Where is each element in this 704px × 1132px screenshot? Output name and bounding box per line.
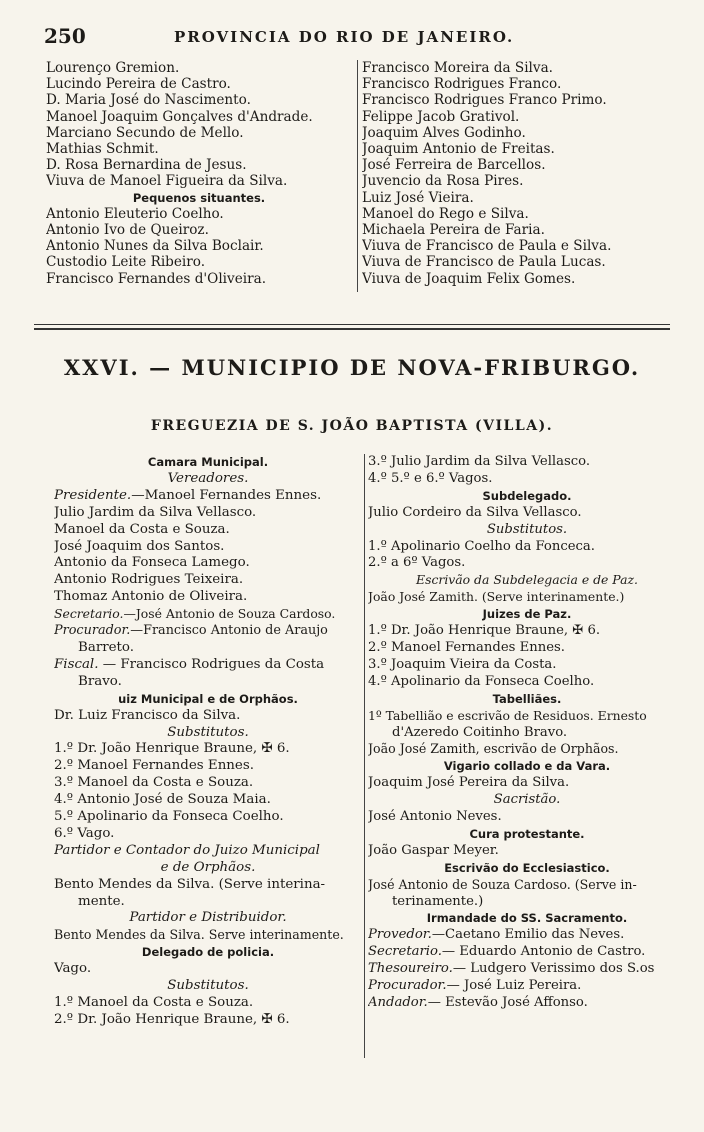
list-item: Francisco Fernandes d'Oliveira. xyxy=(46,270,267,287)
list-item: Joaquim Antonio de Freitas. xyxy=(362,141,555,158)
list-item: Lourenço Gremion. xyxy=(46,60,180,76)
list-item: Thomaz Antonio de Oliveira. xyxy=(54,589,248,605)
juiz-title: uiz Municipal e de Orphãos. xyxy=(118,691,298,706)
list-item: D. Maria José do Nascimento. xyxy=(46,92,251,109)
list-item: 5.º Apolinario da Fonseca Coelho. xyxy=(54,809,284,825)
list-item: Francisco Rodrigues Franco. xyxy=(362,76,562,93)
municipio-title: XXVI. — MUNICIPIO DE NOVA-FRIBURGO. xyxy=(63,355,641,380)
list-item: Antonio Eleuterio Coelho. xyxy=(46,205,224,222)
list-item: Francisco Rodrigues Franco Primo. xyxy=(362,92,607,109)
partidor-title-2: e de Orphãos. xyxy=(160,859,256,875)
list-item: 2.º Manoel Fernandes Ennes. xyxy=(54,758,254,774)
cura-title: Cura protestante. xyxy=(469,826,585,841)
irmandade-role: Secretario. xyxy=(368,944,442,960)
camara-title: Camara Municipal. xyxy=(147,455,269,469)
irmandade-name: — Eduardo Antonio de Castro. xyxy=(441,944,646,960)
list-item: Antonio Rodrigues Teixeira. xyxy=(54,572,244,588)
section-title-pequenos-situantes: Pequenos situantes. xyxy=(132,190,266,205)
list-item: 1.º Manoel da Costa e Souza. xyxy=(54,995,254,1010)
list-item: Luiz José Vieira. xyxy=(362,189,474,206)
presidente-line xyxy=(54,488,362,505)
list-item: 6.º Vago. xyxy=(54,825,115,841)
juiz-name: Dr. Luiz Francisco da Silva. xyxy=(54,707,241,723)
list-item: Francisco Moreira da Silva. xyxy=(362,60,554,76)
list-item: Manoel da Costa e Souza. xyxy=(54,521,230,537)
irmandade-line xyxy=(368,961,686,978)
procurador-name: —Francisco Antonio de Araujo xyxy=(130,623,328,639)
list-item: 1.º Dr. João Henrique Braune, ✠ 6. xyxy=(368,623,601,639)
sacristao-title: Sacristão. xyxy=(493,792,561,808)
list-item: 3.º Julio Jardim da Silva Vellasco. xyxy=(368,454,591,469)
escrivao-ecc-title: Escrivão do Ecclesiastico. xyxy=(444,860,610,875)
distribuidor-title: Partidor e Distribuidor. xyxy=(129,910,287,926)
bottom-right-column xyxy=(368,454,686,1012)
irmandade-line xyxy=(368,944,686,961)
substitutos-title: Substitutos. xyxy=(167,724,249,740)
irmandade-name: — Estevão José Affonso. xyxy=(427,995,588,1010)
irmandade-name: —Caetano Emilio das Neves. xyxy=(431,927,625,943)
delegado-title: Delegado de policia. xyxy=(141,945,275,960)
list-item: 1.º Apolinario Coelho da Fonceca. xyxy=(368,538,595,554)
tabelliaes-title: Tabelliães. xyxy=(492,691,562,706)
fiscal-cont: Bravo. xyxy=(78,673,122,689)
list-item: 1.º Dr. João Henrique Braune, ✠ 6. xyxy=(54,741,290,757)
list-item: 4.º Apolinario da Fonseca Coelho. xyxy=(368,673,595,689)
list-item: Viuva de Joaquim Felix Gomes. xyxy=(362,270,576,287)
delegado-subs-title: Substitutos. xyxy=(167,978,249,994)
irmandade-role: Thesoureiro. xyxy=(368,961,453,977)
sacristao-name: José Antonio Neves. xyxy=(368,809,502,825)
list-item: Mathias Schmit. xyxy=(46,141,159,158)
list-item: Antonio Nunes da Silva Boclair. xyxy=(46,238,264,255)
top-right-column xyxy=(362,60,684,287)
list-item: 4.º Antonio José de Souza Maia. xyxy=(54,792,271,808)
list-item: 2.º Manoel Fernandes Ennes. xyxy=(368,639,565,655)
cura-name: João Gaspar Meyer. xyxy=(368,842,499,858)
vereadores-title: Vereadores. xyxy=(167,470,249,486)
list-item: José Ferreira de Barcellos. xyxy=(362,157,546,174)
list-item: Joaquim Alves Godinho. xyxy=(362,124,526,141)
irmandade-line xyxy=(368,995,686,1012)
list-item: José Joaquim dos Santos. xyxy=(54,538,225,554)
distribuidor-name: Bento Mendes da Silva. Serve interinamente. xyxy=(54,927,344,943)
tabelliao-1a: 1º Tabellião e escrivão de Residuos. Ernesto xyxy=(368,707,647,723)
irmandade-name: — José Luiz Pereira. xyxy=(446,978,582,994)
list-item: Lucindo Pereira de Castro. xyxy=(46,76,231,93)
list-item: 4.º 5.º e 6.º Vagos. xyxy=(368,470,493,486)
escrivao-ecc-1: José Antonio de Souza Cardoso. (Serve in- xyxy=(368,876,637,892)
irmandade-role: Procurador. xyxy=(368,978,447,994)
list-item: 3.º Joaquim Vieira da Costa. xyxy=(368,656,557,672)
list-item: Viuva de Manoel Figueira da Silva. xyxy=(46,173,288,190)
sub-subs-title: Substitutos. xyxy=(486,521,568,537)
subdelegado-name: Julio Cordeiro da Silva Vellasco. xyxy=(368,504,582,520)
bottom-left-column xyxy=(54,454,362,1029)
subdelegado-title: Subdelegado. xyxy=(482,488,572,503)
list-item: Manoel do Rego e Silva. xyxy=(362,205,529,222)
running-title: PROVINCIA DO RIO DE JANEIRO. xyxy=(174,28,515,46)
vigario-title: Vigario collado e da Vara. xyxy=(443,759,611,774)
irmandade-role: Provedor. xyxy=(368,927,432,943)
divider-rule xyxy=(34,324,670,325)
page-number: 250 xyxy=(44,24,86,48)
list-item: Antonio Ivo de Queiroz. xyxy=(46,222,209,239)
tabelliao-2: João José Zamith, escrivão de Orphãos. xyxy=(368,741,619,757)
secretario-line xyxy=(54,606,362,623)
fiscal-name: — Francisco Rodrigues da Costa xyxy=(98,656,325,672)
irmandade-title: Irmandade do SS. Sacramento. xyxy=(426,911,628,926)
list-item: Viuva de Francisco de Paula e Silva. xyxy=(362,238,612,255)
vigario-name: Joaquim José Pereira da Silva. xyxy=(368,775,570,791)
list-item: Juvencio da Rosa Pires. xyxy=(362,173,524,190)
tabelliao-1b: d'Azeredo Coitinho Bravo. xyxy=(392,724,568,740)
list-item: Manoel Joaquim Gonçalves d'Andrade. xyxy=(46,108,313,125)
list-item: Julio Jardim da Silva Vellasco. xyxy=(54,504,257,520)
page-header xyxy=(44,24,684,50)
list-item: D. Rosa Bernardina de Jesus. xyxy=(46,157,247,174)
partidor-name-2: mente. xyxy=(78,893,125,909)
escrivao-ecc-2: terinamente.) xyxy=(392,893,484,909)
secretario-label: Secretario. xyxy=(54,606,124,622)
column-divider xyxy=(357,60,358,292)
escrivao-sub-name: João José Zamith. (Serve interinamente.) xyxy=(368,589,625,605)
procurador-cont: Barreto. xyxy=(78,639,135,655)
irmandade-name: — Ludgero Verissimo dos S.os xyxy=(452,961,655,977)
list-item: Viuva de Francisco de Paula Lucas. xyxy=(362,254,606,271)
freguezia-title: FREGUEZIA DE S. JOÃO BAPTISTA (VILLA). xyxy=(150,418,554,434)
secretario-name: —José Antonio de Souza Cardoso. xyxy=(123,606,336,622)
divider-rule xyxy=(34,328,670,330)
top-left-column xyxy=(46,60,352,287)
juizes-paz-title: Juizes de Paz. xyxy=(482,607,572,622)
presidente-name: —Manoel Fernandes Ennes. xyxy=(131,487,322,503)
irmandade-line xyxy=(368,927,686,944)
list-item: 2.º Dr. João Henrique Braune, ✠ 6. xyxy=(54,1011,290,1027)
list-item: Custodio Leite Ribeiro. xyxy=(46,254,206,271)
irmandade-line xyxy=(368,978,686,995)
list-item: Antonio da Fonseca Lamego. xyxy=(54,555,250,571)
partidor-title-1: Partidor e Contador do Juizo Municipal xyxy=(54,842,320,858)
list-item: 3.º Manoel da Costa e Souza. xyxy=(54,775,254,791)
column-divider xyxy=(364,454,365,1058)
list-item: Felippe Jacob Grativol. xyxy=(362,108,520,125)
list-item: Marciano Secundo de Mello. xyxy=(46,124,244,141)
list-item: Michaela Pereira de Faria. xyxy=(362,222,545,239)
delegado-name: Vago. xyxy=(54,961,92,977)
list-item: 2.º a 6º Vagos. xyxy=(368,555,466,571)
fiscal-line xyxy=(54,657,362,674)
irmandade-role: Andador. xyxy=(368,995,428,1010)
procurador-label: Procurador. xyxy=(54,623,131,639)
fiscal-label: Fiscal. xyxy=(54,656,99,672)
presidente-label: Presidente. xyxy=(54,487,132,503)
procurador-line xyxy=(54,623,362,640)
partidor-name-1: Bento Mendes da Silva. (Serve interina- xyxy=(54,876,326,892)
escrivao-sub-title: Escrivão da Subdelegacia e de Paz. xyxy=(416,572,638,588)
